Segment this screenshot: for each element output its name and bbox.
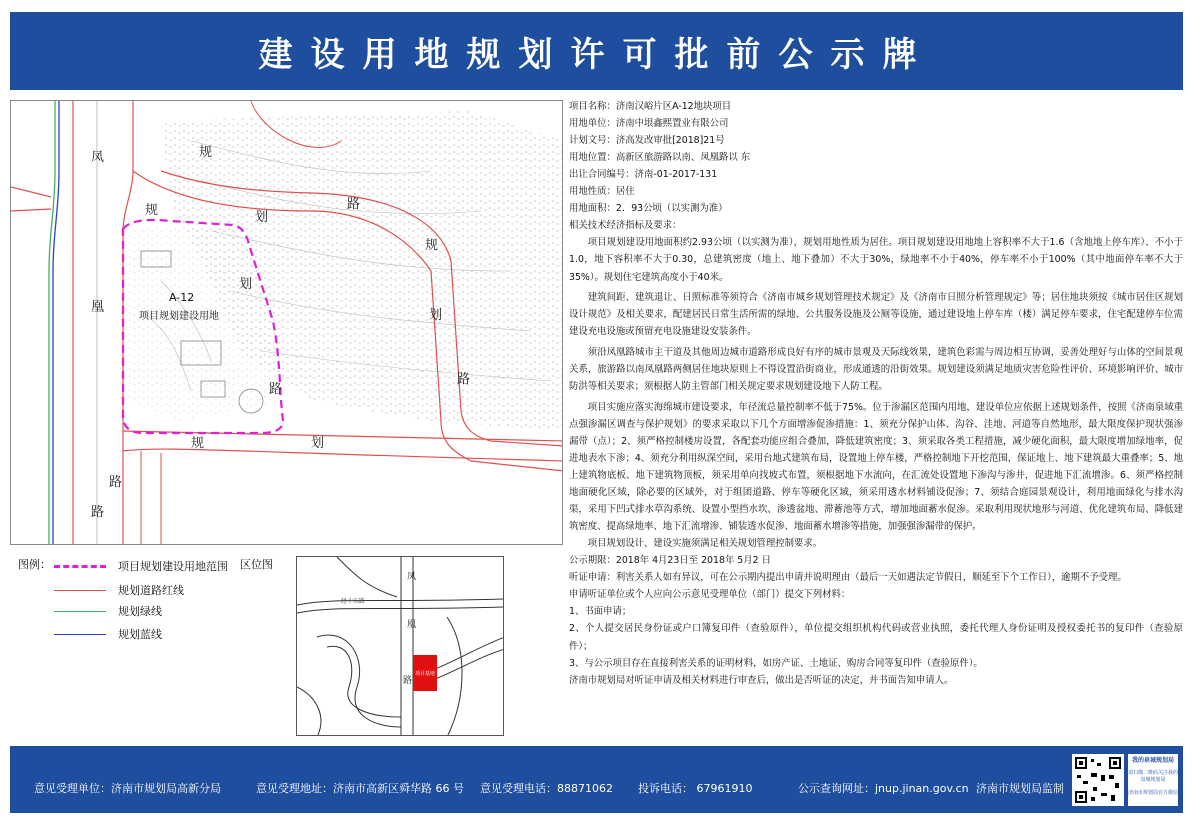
legend-item-greenline	[54, 603, 162, 619]
road-label: 路	[91, 505, 105, 520]
land-unit: 用地单位：济南中垠鑫熙置业有限公司	[569, 118, 729, 129]
land-nature: 用地性质：居住	[569, 186, 635, 197]
header-banner	[10, 12, 1183, 90]
para-control: 项目规划设计、建设实施须满足相关规划管理控制要求。	[587, 537, 823, 549]
para-spacing: 建筑间距、建筑退让、日照标准等须符合《济南市城乡规划管理技术规定》及《济南市日照分析管理规定》等；居住地块须按《城市居住区规划设计规范》及相关要求，配建居民日常生活所需的绿地、公共服务设施及公厕等设施，通过建设地上停车库（楼）满足停车要求，住宅配建停车位需建设充电设施或预留充电设施建设安装条件。	[569, 291, 1183, 338]
cross-road-top	[11, 187, 51, 211]
legend-item-blueline	[54, 626, 162, 642]
qr-code-icon	[1075, 757, 1121, 803]
legend-swatch	[54, 565, 106, 568]
land-area: 用地面积：2．93公顷（以实测为准）	[569, 203, 728, 214]
plot-label: 项目规划建设用地	[139, 311, 219, 322]
location-map-svg	[297, 557, 504, 736]
planned-road-south-2	[123, 449, 563, 461]
material-item: 1、书面申请；	[569, 606, 632, 618]
plan-doc: 计划文号：济高发改审批[2018]21号	[569, 135, 725, 146]
legend-label: 规划蓝线	[118, 628, 162, 641]
loc-road-label: 凤	[407, 572, 417, 582]
material-item: 3、与公示项目存在直接利害关系的证明材料，如房产证、土地证、购房合同等复印件（查验原件）。	[569, 657, 983, 669]
closing: 济南市规划局对听证申请及相关材料进行审查后，做出是否听证的决定，并书面告知申请人。	[569, 674, 954, 686]
road-label: 划	[429, 308, 443, 323]
road-label: 划	[311, 436, 325, 451]
qr-side-small: 济南市规划局官方微信	[1128, 790, 1179, 796]
para-sponge-city: 项目实施应落实海绵城市建设要求，年径流总量控制率不低于75%。位于渗漏区范围内用地，建设单位应依据上述规划条件，按照《济南泉域重点强渗漏区调查与保护规划》的要求采取以下几个方面增渗促渗措施：1、须充分保护山体、沟谷、洼地、河道等自然地形，最大限度保护现状强渗漏带（点）；2、须严格控制楼房设置，各配套功能应组合叠加，降低建筑密度；3、须采取各类工程措施，减少硬化面积，最大限度增加绿地率，促进地表水下渗；4、须充分利用纵深空间，采用台地式建筑布局，设置地上停车楼，严格控制地下开挖范围，保证地上、地下建筑最大重叠率；5、地上建筑物底板、地下建筑物顶板，须采用单向找坡式布置，须根据地下水流向，在汇流处设置地下渗沟与渗井，促进地下汇流增渗。6、须严格控制地面硬化区域，除必要的区域外，对于组团道路、停车等硬化区域，须采用透水材料铺设促渗；7、须结合庭园景观设计，利用地面绿化与排水沟渠，采用下凹式排水草沟系统、设置小型挡水坎、渗透盆地、滞蓄池等方式，增加地面蓄水促渗。采取利用现状地形与河道、优化建筑布局、降低建筑密度、提高绿地率、地下汇流增渗、铺装透水促渗、地面蓄水增渗等措施，加强强渗漏带的保护。	[569, 401, 1183, 532]
site-plan-map	[10, 100, 563, 545]
para-landscape: 须沿凤凰路城市主干道及其他周边城市道路形成良好有序的城市景观及天际线效果，建筑色彩需与周边相互协调，妥善处理好与山体的空间景观关系，旅游路以南凤凰路两侧居住地块原则上不得设置沿街商业，形成通透的沿街效果。规划建设须满足地质灾害危险性评价、环境影响评价、城市防洪等相关要求；须根据人防主管部门相关规定要求规划建设地下人防工程。	[569, 346, 1183, 393]
legend-swatch	[54, 611, 106, 612]
footer-supervisor: 济南市规划局监制	[976, 782, 1064, 795]
road-label: 凰	[91, 300, 105, 315]
road-label: 路	[457, 372, 471, 387]
legend-label: 项目规划建设用地范围	[118, 560, 228, 573]
page-title: 建设用地规划许可批前公示牌	[258, 34, 935, 75]
road-label: 划	[255, 210, 269, 225]
loc-side-label: 经十东路	[341, 598, 366, 605]
footer-report-phone: 投诉电话： 67961910	[638, 782, 753, 795]
para-indicators: 项目规划建设用地面积约2.93公顷（以实测为准），规划用地性质为居住。项目规划建设用地地上容积率不大于1.6（含地地上停车库）、不小于1.0，地下容积率不大于0.30，总建筑密度（地上、地下叠加）不大于30%，绿地率不小于40%，停车率不小于100%（其中地面停车率不大于35%）。规划住宅建筑高度小于40米。	[569, 237, 1183, 283]
road-label: 规	[191, 436, 205, 451]
road-label: 规	[425, 238, 439, 253]
materials-title: 申请听证单位或个人应向公示意见受理单位（部门）提交下列材料：	[569, 589, 851, 601]
footer-address: 意见受理地址：济南市高新区舜华路 66 号	[256, 782, 464, 795]
blue-line	[53, 101, 59, 545]
material-item: 2、个人提交居民身份证或户口簿复印件（查验原件），单位提交组织机构代码或营业执照，委托代理人身份证明及授权委托书的复印件（查验原件）；	[569, 623, 1183, 652]
legend-label: 规划绿线	[118, 605, 162, 618]
road-label: 规	[199, 145, 213, 160]
legend-swatch	[54, 590, 106, 591]
notice-text	[569, 98, 1183, 738]
legend-item-boundary	[54, 558, 228, 574]
green-line	[49, 101, 55, 545]
contract-no: 出让合同编号：济南-01-2017-131	[569, 169, 718, 180]
qr-code	[1072, 754, 1124, 806]
location-map-title: 区位图	[240, 558, 273, 571]
road-label: 路	[347, 197, 361, 212]
loc-road-label: 凰	[407, 620, 417, 630]
legend-label: 规划道路红线	[118, 584, 184, 597]
qr-side-card	[1128, 754, 1178, 806]
hearing: 听证申请：利害关系人如有异议，可在公示期内提出申请并说明理由（最后一天如遇法定节假日，顺延至下个工作日），逾期不予受理。	[569, 571, 1127, 583]
road-south-branch	[141, 451, 161, 545]
qr-caption: 我的泉城规划局	[1131, 757, 1174, 764]
footer-unit: 意见受理单位：济南市规划局高新分局	[34, 782, 221, 795]
footer-website[interactable]: 公示查询网址：jnup.jinan.gov.cn	[798, 782, 969, 795]
legend	[10, 552, 240, 652]
location: 用地位置：高新区旅游路以南、凤凰路以 东	[569, 152, 751, 163]
location-map	[296, 556, 504, 736]
legend-swatch	[54, 634, 106, 635]
tech-title: 相关技术经济指标及要求：	[569, 220, 682, 231]
footer-banner	[10, 746, 1183, 813]
location-roads	[297, 557, 504, 736]
road-label: 凤	[91, 150, 105, 165]
period: 公示期限：2018年 4月23日至 2018年 5月2 日	[569, 554, 771, 566]
site-label: 项目基地	[415, 671, 436, 677]
road-label: 规	[145, 203, 159, 218]
legend-title: 图例：	[18, 558, 51, 571]
legend-item-redline	[54, 582, 184, 598]
road-label: 路	[269, 382, 283, 397]
loc-road-label: 路	[403, 676, 413, 686]
qr-side-text: 请扫描二维码关注我的泉城规划局	[1128, 770, 1179, 783]
road-label: 路	[109, 475, 123, 490]
road-label: 划	[239, 277, 253, 292]
site-plan-svg	[11, 101, 563, 545]
plot-code: A-12	[169, 291, 195, 304]
project-name: 项目名称：济南汉峪片区A-12地块项目	[569, 101, 732, 112]
footer-phone: 意见受理电话：88871062	[480, 782, 613, 795]
